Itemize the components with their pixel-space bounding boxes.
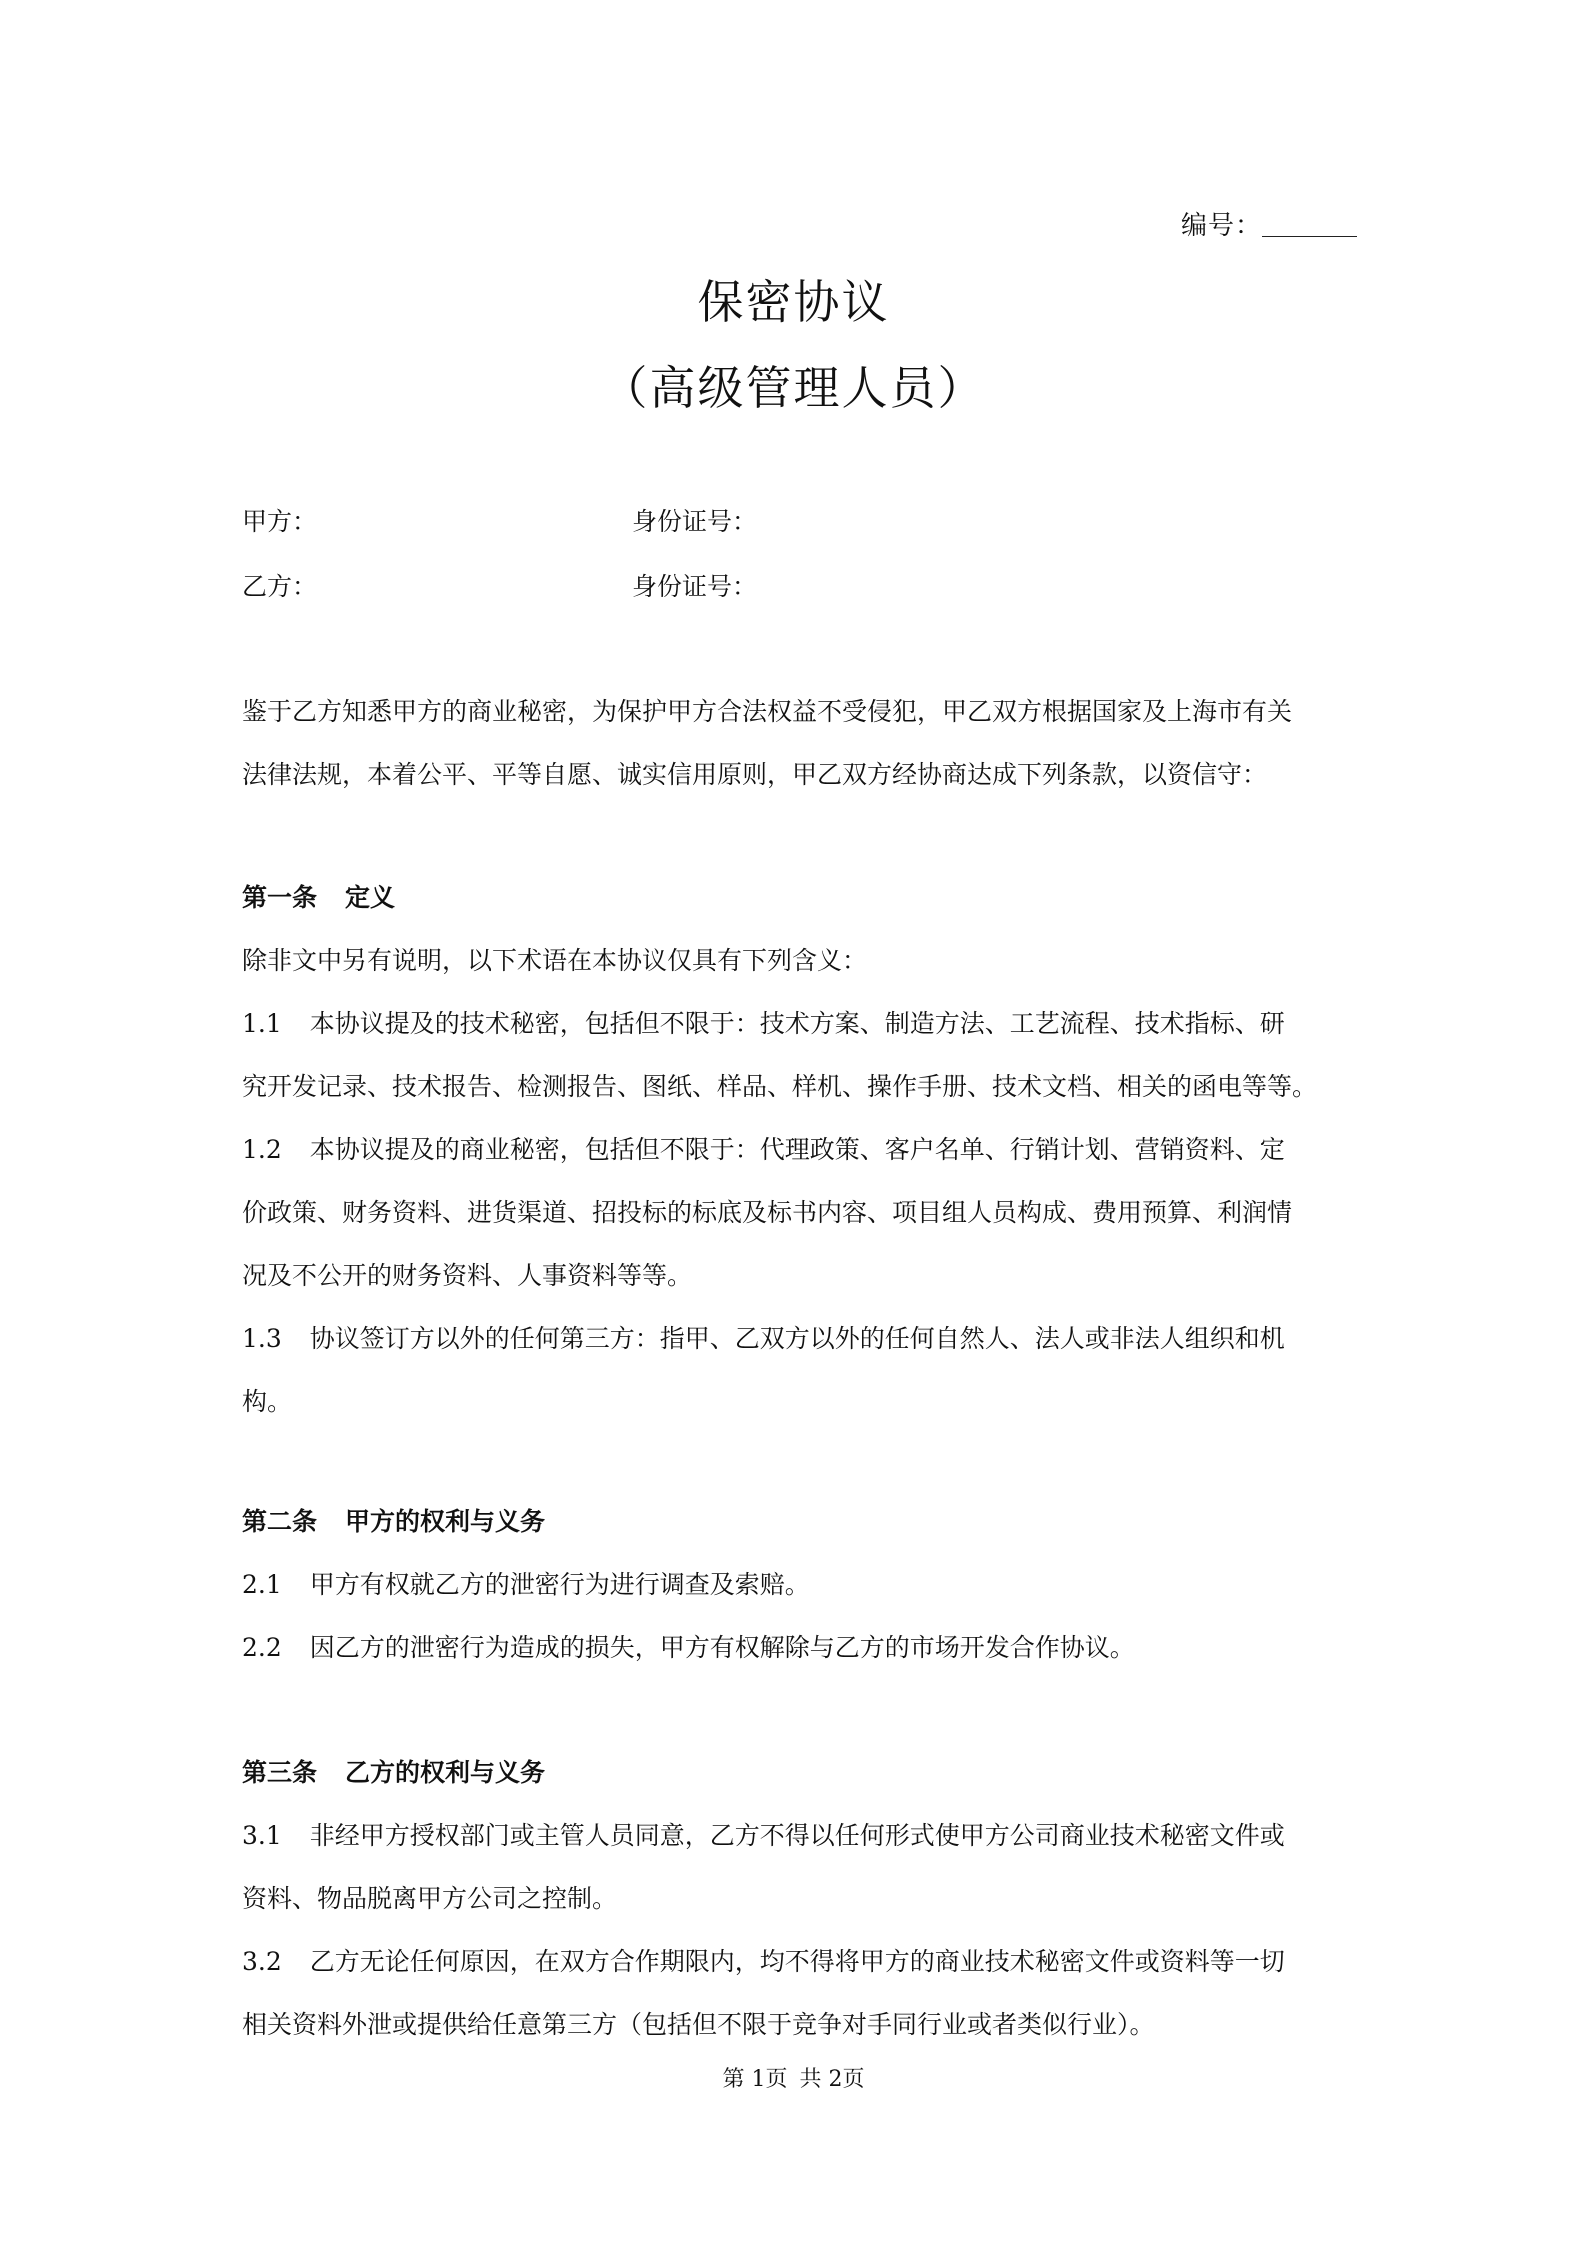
preamble-line: 鉴于乙方知悉甲方的商业秘密，为保护甲方合法权益不受侵犯，甲乙双方根据国家及上海市有关 bbox=[242, 697, 1293, 726]
clause-text: 乙方无论任何原因，在双方合作期限内，均不得将甲方的商业技术秘密文件或资料等一切 bbox=[309, 1947, 1285, 1976]
clause-number: 1.2 bbox=[242, 1135, 282, 1164]
party-a-label: 甲方： bbox=[242, 507, 318, 536]
document-subtitle: （高级管理人员） bbox=[601, 361, 986, 415]
clause-1-1 bbox=[242, 992, 1354, 1055]
party-b-row bbox=[242, 567, 758, 603]
clause-2-1 bbox=[242, 1553, 1354, 1616]
party-a-row bbox=[242, 502, 758, 538]
clause-2-2 bbox=[242, 1616, 1354, 1679]
clause-number: 3.1 bbox=[242, 1821, 282, 1850]
article-1-title: 定义 bbox=[345, 883, 396, 912]
article-2-title: 甲方的权利与义务 bbox=[345, 1507, 546, 1536]
party-b-id-label: 身份证号： bbox=[632, 572, 758, 601]
party-a-id-label: 身份证号： bbox=[632, 507, 758, 536]
article-2 bbox=[242, 1490, 1354, 1679]
preamble-line: 法律法规，本着公平、平等自愿、诚实信用原则，甲乙双方经协商达成下列条款，以资信守： bbox=[242, 760, 1268, 789]
clause-1-3-cont: 构。 bbox=[242, 1387, 293, 1416]
article-1-heading bbox=[242, 866, 1354, 929]
clause-1-2-cont: 况及不公开的财务资料、人事资料等等。 bbox=[242, 1261, 693, 1290]
clause-1-2 bbox=[242, 1118, 1354, 1181]
clause-1-3 bbox=[242, 1307, 1354, 1370]
clause-number: 1.3 bbox=[242, 1324, 282, 1353]
clause-text: 本协议提及的技术秘密，包括但不限于：技术方案、制造方法、工艺流程、技术指标、研 bbox=[309, 1009, 1285, 1038]
clause-text: 协议签订方以外的任何第三方：指甲、乙双方以外的任何自然人、法人或非法人组织和机 bbox=[309, 1324, 1285, 1353]
clause-1-1-cont: 究开发记录、技术报告、检测报告、图纸、样品、样机、操作手册、技术文档、相关的函电等等。 bbox=[242, 1072, 1318, 1101]
article-2-heading bbox=[242, 1490, 1354, 1553]
page-number: 第 1页 bbox=[722, 2067, 788, 2092]
clause-text: 非经甲方授权部门或主管人员同意，乙方不得以任何形式使甲方公司商业技术秘密文件或 bbox=[309, 1821, 1285, 1850]
clause-number: 3.2 bbox=[242, 1947, 282, 1976]
document-title: 保密协议 bbox=[697, 275, 890, 329]
article-1 bbox=[242, 866, 1354, 1433]
clause-number: 2.1 bbox=[242, 1570, 282, 1599]
article-1-number: 第一条 bbox=[242, 883, 318, 912]
preamble bbox=[242, 680, 1354, 806]
article-3-number: 第三条 bbox=[242, 1758, 318, 1787]
article-3-title: 乙方的权利与义务 bbox=[345, 1758, 546, 1787]
party-b-label: 乙方： bbox=[242, 572, 318, 601]
clause-3-1-cont: 资料、物品脱离甲方公司之控制。 bbox=[242, 1884, 618, 1913]
document-number-blank bbox=[1262, 212, 1357, 237]
clause-1-2-cont: 价政策、财务资料、进货渠道、招投标的标底及标书内容、项目组人员构成、费用预算、利润情 bbox=[242, 1198, 1293, 1227]
clause-text: 甲方有权就乙方的泄密行为进行调查及索赔。 bbox=[309, 1570, 810, 1599]
document-number bbox=[1181, 205, 1357, 242]
clause-text: 本协议提及的商业秘密，包括但不限于：代理政策、客户名单、行销计划、营销资料、定 bbox=[309, 1135, 1285, 1164]
clause-number: 1.1 bbox=[242, 1009, 282, 1038]
article-3-heading bbox=[242, 1741, 1354, 1804]
clause-3-2-cont: 相关资料外泄或提供给任意第三方（包括但不限于竞争对手同行业或者类似行业）。 bbox=[242, 2010, 1155, 2039]
article-2-number: 第二条 bbox=[242, 1507, 318, 1536]
article-3 bbox=[242, 1741, 1354, 2056]
clause-text: 因乙方的泄密行为造成的损失，甲方有权解除与乙方的市场开发合作协议。 bbox=[309, 1633, 1135, 1662]
clause-3-2 bbox=[242, 1930, 1354, 1993]
article-1-intro: 除非文中另有说明，以下术语在本协议仅具有下列含义： bbox=[242, 946, 868, 975]
clause-number: 2.2 bbox=[242, 1633, 282, 1662]
document-number-label: 编号： bbox=[1180, 211, 1262, 241]
page-total: 共 2页 bbox=[799, 2067, 865, 2092]
clause-3-1 bbox=[242, 1804, 1354, 1867]
page-footer bbox=[0, 2062, 1587, 2093]
